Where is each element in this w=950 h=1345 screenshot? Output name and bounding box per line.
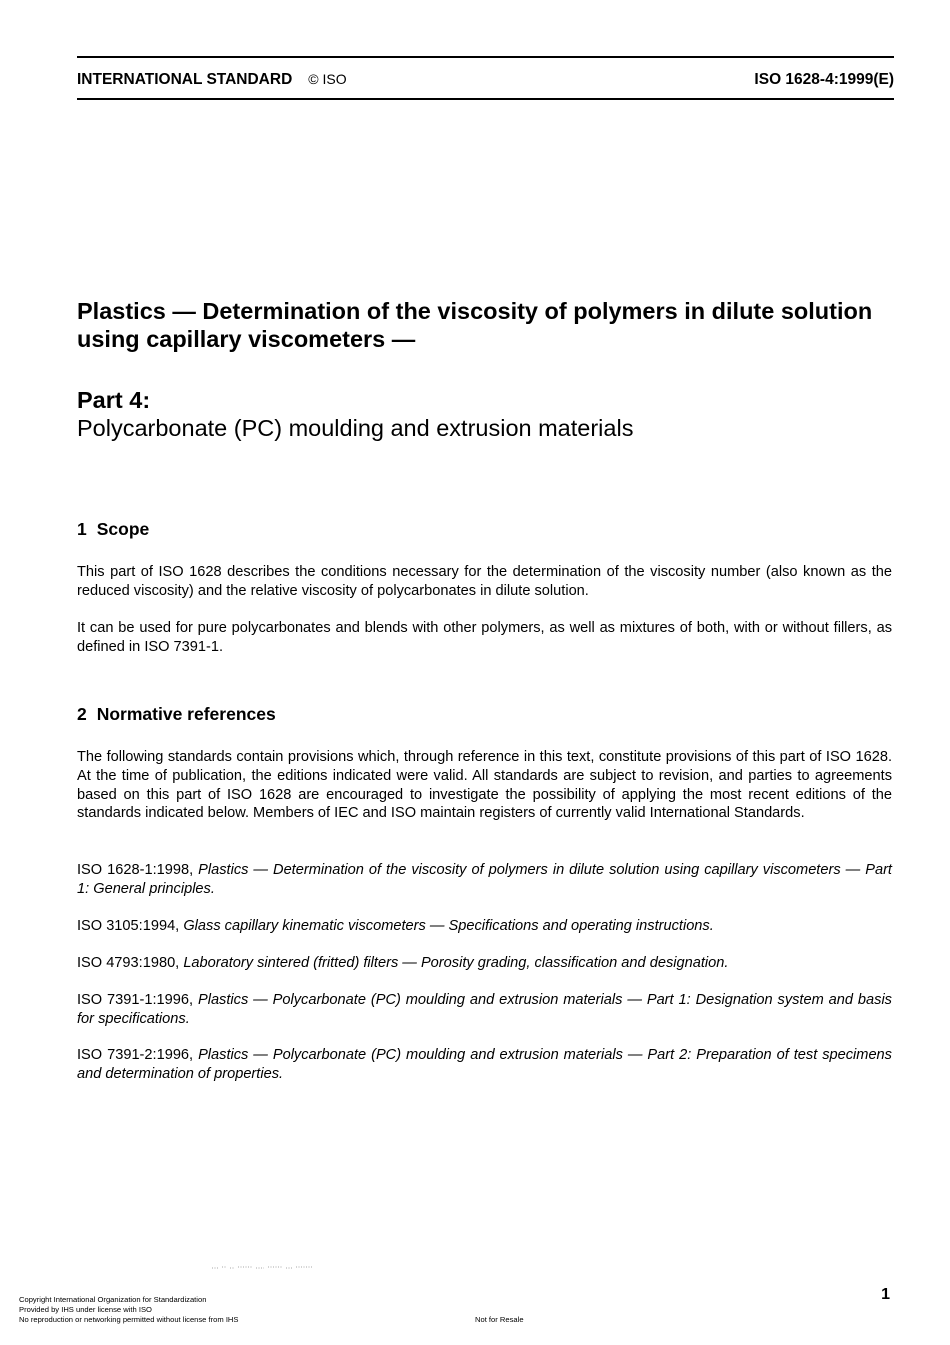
reference-code: ISO 7391-1:1996, bbox=[77, 992, 194, 1008]
reference-item bbox=[77, 861, 892, 899]
header-document-number: ISO 1628-4:1999(E) bbox=[754, 71, 894, 88]
header-copyright: © ISO bbox=[308, 71, 347, 87]
section-title: Normative references bbox=[96, 704, 276, 724]
footer-line: Provided by IHS under license with ISO bbox=[19, 1305, 152, 1314]
header-left bbox=[77, 71, 347, 89]
reference-title: Plastics — Determination of the viscosity of polymers in dilute solution using capillary viscometers — Part 1: General principles. bbox=[77, 862, 892, 897]
reference-title: Plastics — Polycarbonate (PC) moulding and extrusion materials — Part 2: Preparation of test specimens and determination of properties. bbox=[77, 1047, 892, 1082]
reference-code: ISO 3105:1994, bbox=[77, 918, 180, 934]
not-for-resale-note: Not for Resale bbox=[475, 1315, 524, 1324]
reference-item bbox=[77, 1046, 892, 1084]
page-number: 1 bbox=[881, 1286, 890, 1303]
document-title: Plastics — Determination of the viscosity of polymers in dilute solution using capillary viscometers — bbox=[77, 298, 873, 352]
section-heading-normative-references bbox=[77, 704, 276, 725]
header-top-rule bbox=[77, 56, 894, 58]
part-label: Part 4: bbox=[77, 387, 151, 413]
section-number: 1 bbox=[77, 519, 87, 539]
reference-code: ISO 1628-1:1998, bbox=[77, 862, 194, 878]
header-bottom-rule bbox=[77, 98, 894, 100]
section-heading-scope bbox=[77, 519, 149, 540]
reference-item bbox=[77, 991, 892, 1029]
reference-title: Glass capillary kinematic viscometers — Specifications and operating instructions. bbox=[183, 918, 714, 934]
reference-code: ISO 4793:1980, bbox=[77, 955, 180, 971]
scope-paragraph-2: It can be used for pure polycarbonates and blends with other polymers, as well as mixtures of both, with or without fillers, as defined in ISO 7391-1. bbox=[77, 620, 892, 655]
reference-code: ISO 7391-2:1996, bbox=[77, 1047, 194, 1063]
scope-paragraph-1: This part of ISO 1628 describes the conditions necessary for the determination of the viscosity number (also known as the reduced viscosity) and the relative viscosity of polycarbonates in dilute solution. bbox=[77, 564, 892, 599]
reference-item bbox=[77, 954, 892, 973]
scan-artifact bbox=[212, 1264, 312, 1270]
copyright-footer bbox=[19, 1295, 238, 1325]
footer-line: Copyright International Organization for Standardization bbox=[19, 1295, 207, 1304]
footer-line: No reproduction or networking permitted without license from IHS bbox=[19, 1315, 239, 1324]
reference-item bbox=[77, 917, 892, 936]
normative-references-intro: The following standards contain provisions which, through reference in this text, constitute provisions of this part of ISO 1628. At the time of publication, the editions indicated were valid. All standards are subject to revision, and parties to agreements based on this part of ISO 1628 are encouraged to investigate the possibility of applying the most recent editions of the standards indicated below. Members of IEC and ISO maintain registers of currently valid International Standards. bbox=[77, 749, 892, 822]
section-title: Scope bbox=[96, 519, 150, 539]
reference-title: Laboratory sintered (fritted) filters — Porosity grading, classification and designation. bbox=[183, 955, 729, 971]
header-standard-label: INTERNATIONAL STANDARD bbox=[77, 71, 293, 88]
part-title: Polycarbonate (PC) moulding and extrusion materials bbox=[77, 415, 634, 441]
section-number: 2 bbox=[77, 704, 87, 724]
reference-title: Plastics — Polycarbonate (PC) moulding and extrusion materials — Part 1: Designation system and basis for specifications. bbox=[77, 992, 892, 1027]
